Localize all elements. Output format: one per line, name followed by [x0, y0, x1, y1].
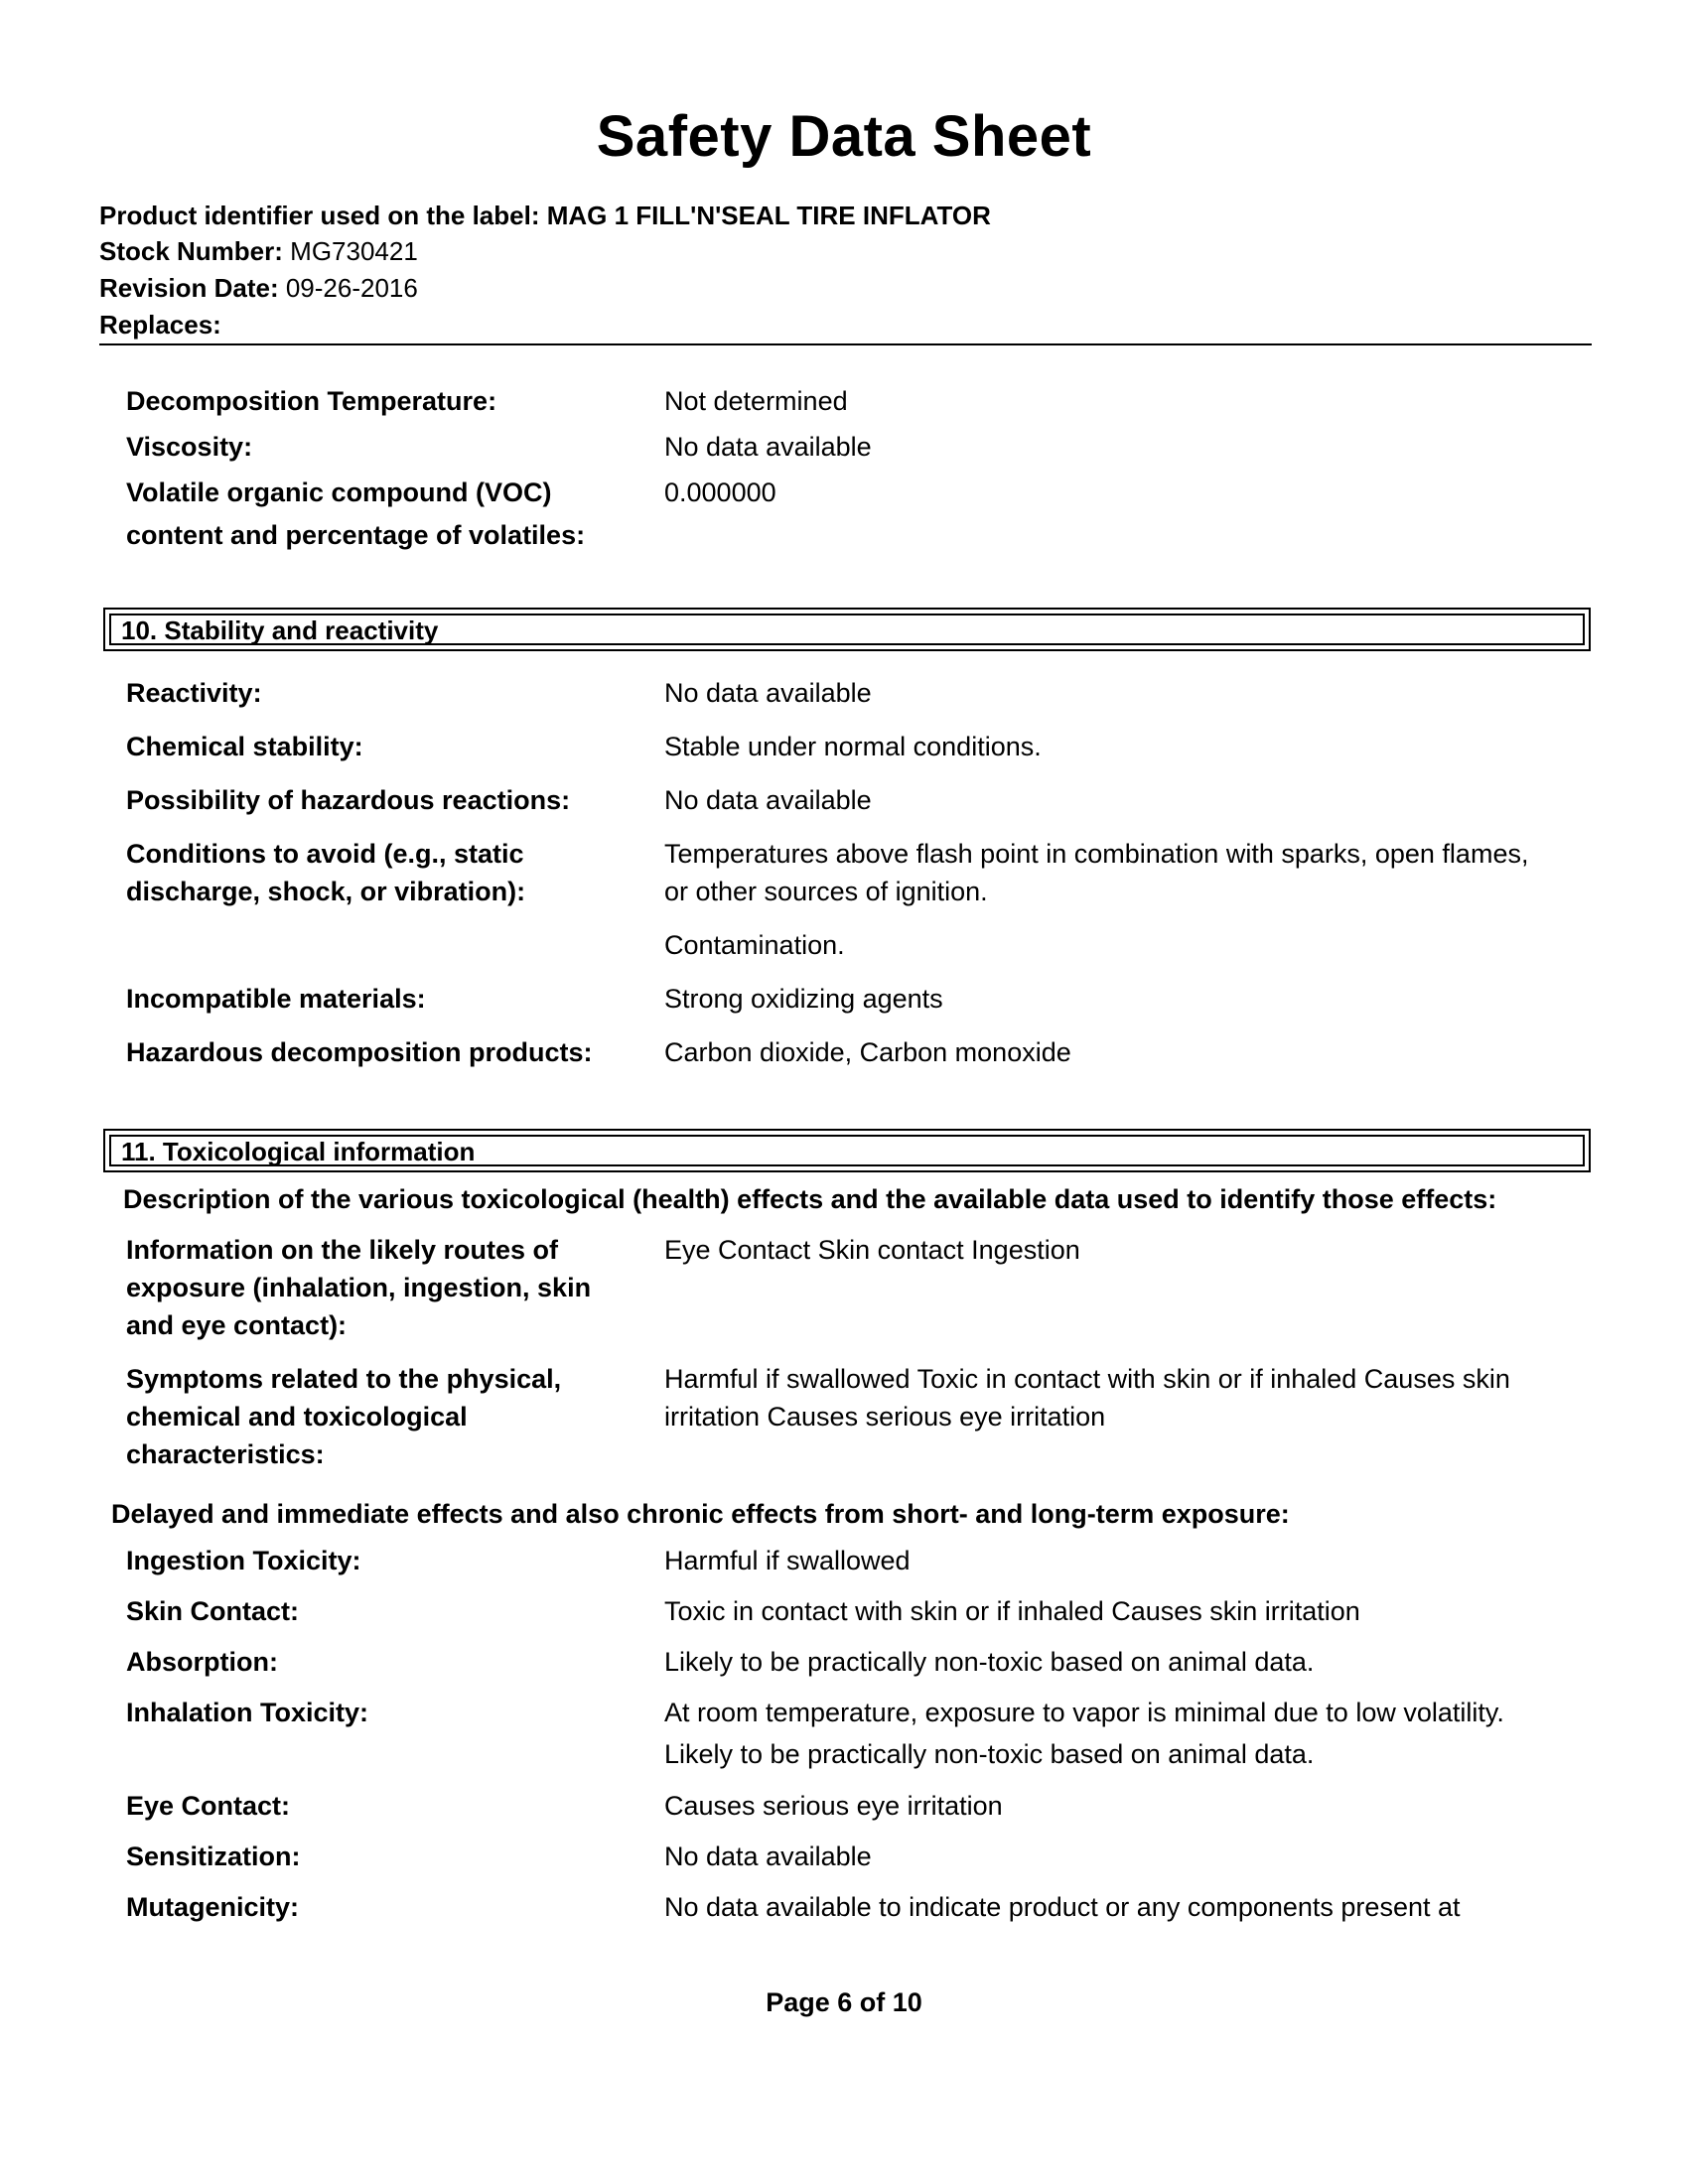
viscosity-value: No data available [664, 432, 872, 462]
voc-label-line1: Volatile organic compound (VOC) [126, 478, 552, 507]
symptoms-value-line2: irritation Causes serious eye irritation [664, 1402, 1106, 1432]
stock-number-line [99, 233, 418, 269]
routes-label-line1: Information on the likely routes of [126, 1235, 559, 1265]
eye-contact-label: Eye Contact: [126, 1791, 291, 1821]
absorption-label: Absorption: [126, 1647, 278, 1677]
description-heading: Description of the various toxicological (health) effects and the available data used to identify those effects: [123, 1184, 1497, 1214]
viscosity-label: Viscosity: [126, 432, 253, 462]
conditions-label-line1: Conditions to avoid (e.g., static [126, 839, 524, 869]
product-identifier-value: MAG 1 FILL'N'SEAL TIRE INFLATOR [546, 201, 991, 230]
replaces-label: Replaces: [99, 310, 221, 340]
mutagenicity-label: Mutagenicity: [126, 1892, 300, 1922]
voc-value: 0.000000 [664, 478, 776, 507]
stock-number-label: Stock Number: [99, 236, 283, 266]
chemical-stability-label: Chemical stability: [126, 732, 363, 761]
decomposition-temperature-value: Not determined [664, 386, 848, 416]
conditions-value-line1: Temperatures above flash point in combination with sparks, open flames, [664, 839, 1529, 869]
section-11-header [103, 1129, 1591, 1172]
revision-date-value: 09-26-2016 [285, 273, 418, 303]
skin-contact-value: Toxic in contact with skin or if inhaled Causes skin irritation [664, 1596, 1360, 1626]
sensitization-label: Sensitization: [126, 1842, 301, 1871]
reactivity-value: No data available [664, 678, 872, 708]
mutagenicity-value: No data available to indicate product or any components present at [664, 1892, 1461, 1922]
eye-contact-value: Causes serious eye irritation [664, 1791, 1003, 1821]
routes-value: Eye Contact Skin contact Ingestion [664, 1235, 1080, 1265]
incompatible-materials-label: Incompatible materials: [126, 984, 426, 1014]
decomposition-products-value: Carbon dioxide, Carbon monoxide [664, 1037, 1071, 1067]
symptoms-label-line2: chemical and toxicological [126, 1402, 468, 1432]
absorption-value: Likely to be practically non-toxic based on animal data. [664, 1647, 1315, 1677]
conditions-value-line2: or other sources of ignition. [664, 877, 988, 906]
voc-label-line2: content and percentage of volatiles: [126, 520, 586, 550]
ingestion-toxicity-label: Ingestion Toxicity: [126, 1546, 361, 1575]
product-identifier-line [99, 198, 991, 233]
chemical-stability-value: Stable under normal conditions. [664, 732, 1042, 761]
routes-label-line3: and eye contact): [126, 1310, 348, 1340]
replaces-line [99, 307, 221, 342]
routes-label-line2: exposure (inhalation, ingestion, skin [126, 1273, 592, 1302]
sensitization-value: No data available [664, 1842, 872, 1871]
hazardous-reactions-value: No data available [664, 785, 872, 815]
revision-date-label: Revision Date: [99, 273, 279, 303]
symptoms-value-line1: Harmful if swallowed Toxic in contact with skin or if inhaled Causes skin [664, 1364, 1510, 1394]
inhalation-toxicity-value-line1: At room temperature, exposure to vapor is minimal due to low volatility. [664, 1698, 1504, 1727]
header-divider [99, 343, 1592, 345]
decomposition-temperature-label: Decomposition Temperature: [126, 386, 497, 416]
hazardous-reactions-label: Possibility of hazardous reactions: [126, 785, 571, 815]
product-identifier-label: Product identifier used on the label: [99, 201, 540, 230]
revision-date-line [99, 270, 418, 306]
decomposition-products-label: Hazardous decomposition products: [126, 1037, 593, 1067]
section-11-heading: 11. Toxicological information [109, 1135, 1585, 1166]
delayed-effects-heading: Delayed and immediate effects and also chronic effects from short- and long-term exposure: [111, 1499, 1290, 1529]
conditions-value-line3: Contamination. [664, 930, 845, 960]
section-10-heading: 10. Stability and reactivity [109, 614, 1585, 645]
conditions-label-line2: discharge, shock, or vibration): [126, 877, 526, 906]
page-title: Safety Data Sheet [596, 104, 1092, 169]
inhalation-toxicity-label: Inhalation Toxicity: [126, 1698, 369, 1727]
skin-contact-label: Skin Contact: [126, 1596, 300, 1626]
ingestion-toxicity-value: Harmful if swallowed [664, 1546, 911, 1575]
page-number: Page 6 of 10 [766, 1987, 922, 2017]
inhalation-toxicity-value-line2: Likely to be practically non-toxic based on animal data. [664, 1739, 1315, 1769]
section-10-header [103, 608, 1591, 651]
symptoms-label-line3: characteristics: [126, 1439, 325, 1469]
stock-number-value: MG730421 [290, 236, 418, 266]
symptoms-label-line1: Symptoms related to the physical, [126, 1364, 562, 1394]
incompatible-materials-value: Strong oxidizing agents [664, 984, 943, 1014]
reactivity-label: Reactivity: [126, 678, 262, 708]
